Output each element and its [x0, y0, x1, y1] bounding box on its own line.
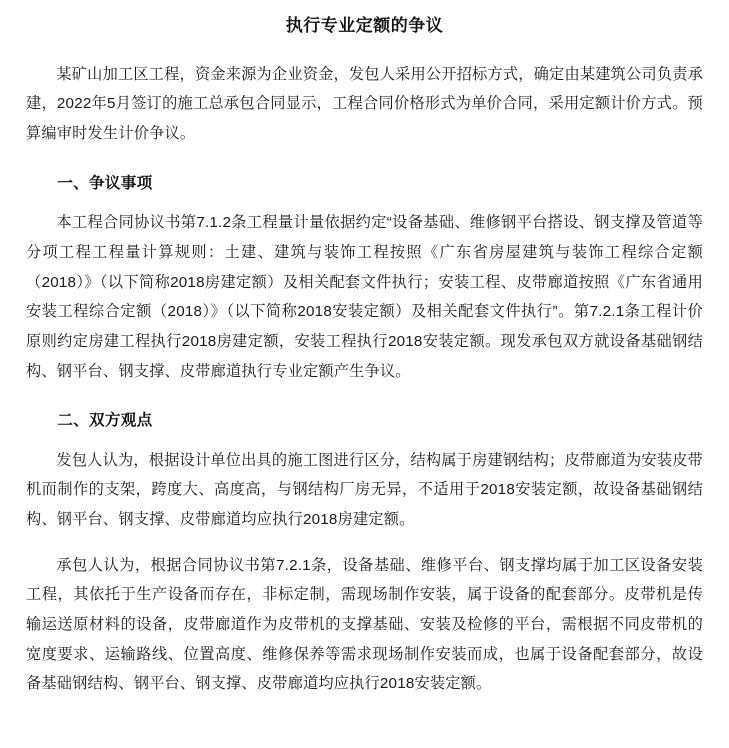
paragraph-employer-view: 发包人认为，根据设计单位出具的施工图进行区分，结构属于房建钢结构；皮带廊道为安装皮带机而制作的支架，跨度大、高度高，与钢结构厂房无异，不适用于2018安装定额，故设备基础钢结构、钢平台、钢支撑、皮带廊道均应执行2018房建定额。	[26, 451, 703, 529]
paragraph-intro: 某矿山加工区工程，资金来源为企业资金，发包人采用公开招标方式，确定由某建筑公司负责承建，2022年5月签订的施工总承包合同显示，工程合同价格形式为单价合同，采用定额计价方式。预算编审时发生计价争议。	[26, 65, 703, 143]
section-heading-viewpoints: 二、双方观点	[57, 412, 153, 430]
page-title: 执行专业定额的争议	[285, 16, 444, 35]
paragraph-contractor-view: 承包人认为，根据合同协议书第7.2.1条，设备基础、维修平台、钢支撑均属于加工区设备安装工程，其依托于生产设备而存在，非标定制，需现场制作安装，属于设备的配套部分。皮带机是传输运送原材料的设备，皮带廊道作为皮带机的支撑基础、安装及检修的平台，需根据不同皮带机的宽度要求、运输路线、位置高度、维修保养等需求现场制作安装而成，也属于设备配套部分，故设备基础钢结构、钢平台、钢支撑、皮带廊道均应执行2018安装定额。	[26, 556, 703, 693]
paragraph-dispute-details: 本工程合同协议书第7.1.2条工程量计量依据约定“设备基础、维修钢平台搭设、钢支撑及管道等分项工程工程量计算规则：土建、建筑与装饰工程按照《广东省房屋建筑与装饰工程综合定额（2018）》（以下简称2018房建定额）及相关配套文件执行；安装工程、皮带廊道按照《广东省通用安装工程综合定额（2018）》（以下简称2018安装定额）及相关配套文件执行”。第7.2.1条工程计价原则约定房建工程执行2018房建定额，安装工程执行2018安装定额。现发承包双方就设备基础钢结构、钢平台、钢支撑、皮带廊道执行专业定额产生争议。	[26, 214, 703, 380]
section-heading-disputes: 一、争议事项	[57, 174, 153, 192]
